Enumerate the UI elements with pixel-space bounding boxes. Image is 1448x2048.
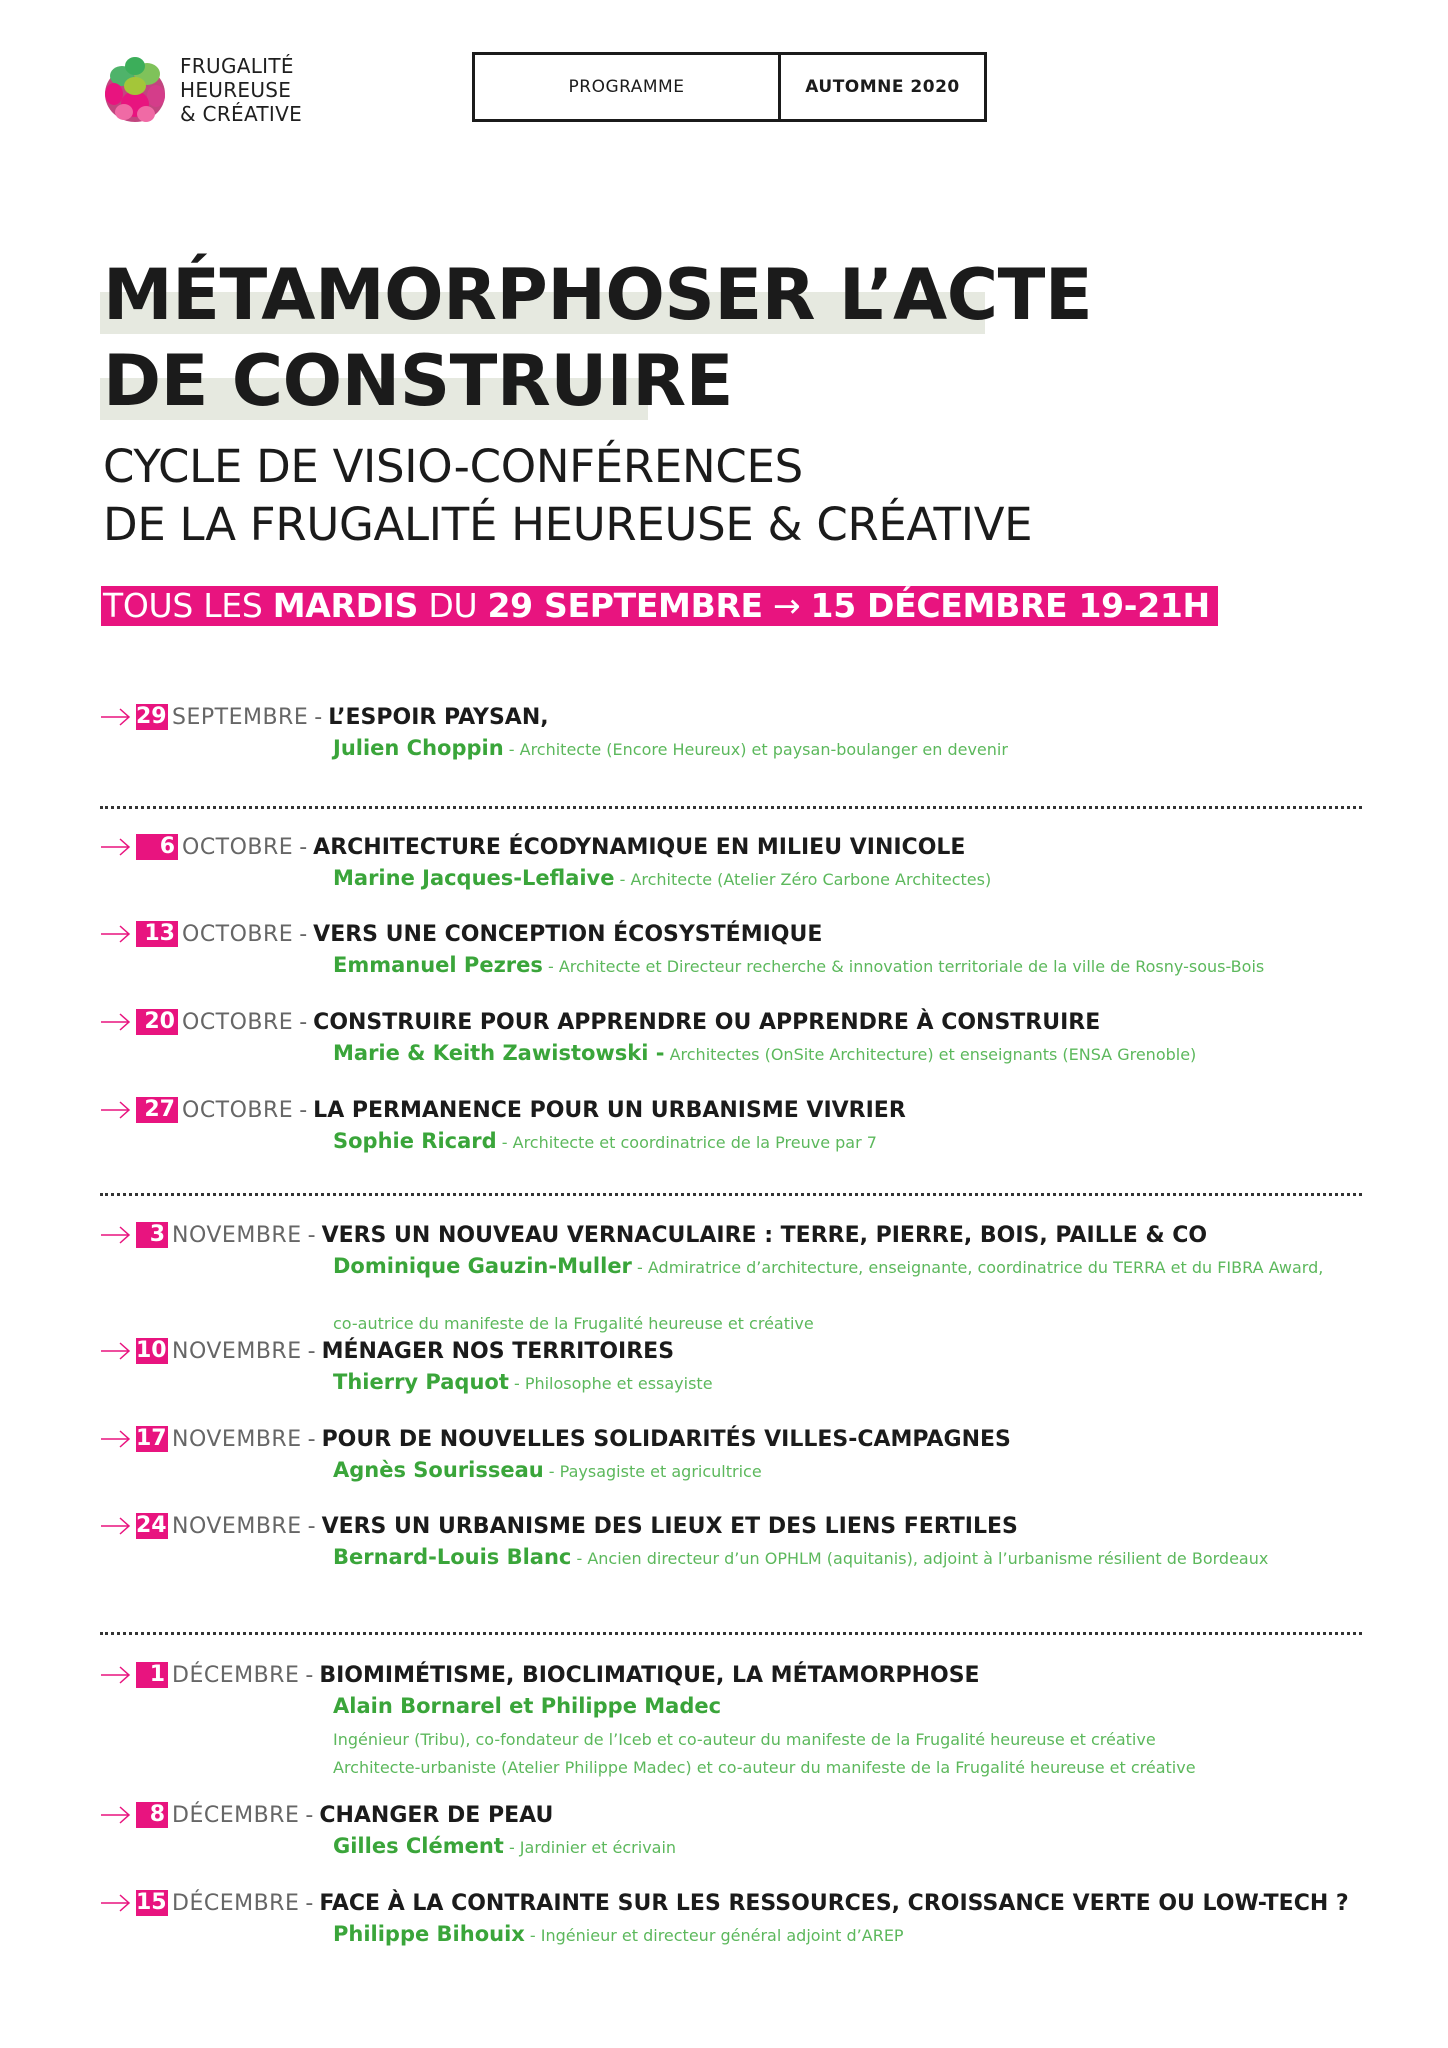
title-line-1-text: MÉTAMORPHOSER L’ACTE [103, 254, 1093, 336]
event-speaker-line [333, 1694, 721, 1718]
event-month: DÉCEMBRE [172, 1662, 300, 1688]
event-month: OCTOBRE [182, 921, 294, 947]
event-speaker-line [333, 736, 1008, 760]
event-speaker-line [333, 1834, 676, 1858]
event-day: 29 [136, 704, 167, 729]
event-title: L’ESPOIR PAYSAN, [328, 704, 549, 730]
event-heading [100, 1334, 674, 1368]
event-speaker-line [333, 953, 1264, 977]
speaker-role: - Ancien directeur d’un OPHLM (aquitanis), adjoint à l’urbanisme résilient de Bordeaux [571, 1549, 1269, 1568]
event-speaker-line [333, 1254, 1323, 1278]
event-title: VERS UNE CONCEPTION ÉCOSYSTÉMIQUE [313, 921, 823, 947]
event-separator: - [314, 704, 323, 730]
logo-line-3: & CRÉATIVE [180, 102, 303, 126]
event-speaker-line [333, 866, 991, 890]
event-heading [100, 1218, 1207, 1252]
event-month: OCTOBRE [182, 1097, 294, 1123]
dates-banner [101, 586, 1218, 626]
banner-part-4: 29 SEPTEMBRE [487, 586, 763, 625]
speaker-role: - Architecte et coordinatrice de la Preuve par 7 [496, 1133, 877, 1152]
event-day: 8 [136, 1802, 168, 1828]
header-programme: PROGRAMME [475, 55, 781, 119]
arrow-right-icon [100, 1429, 132, 1449]
arrow-right-icon [100, 1805, 132, 1825]
speaker-role-detail: co-autrice du manifeste de la Frugalité heureuse et créative [333, 1314, 814, 1333]
title-line-2 [103, 338, 1092, 424]
event-day: 3 [136, 1222, 168, 1248]
event-heading [100, 1886, 1349, 1920]
dotted-separator-2 [100, 1193, 1362, 1196]
event-separator: - [307, 1426, 316, 1452]
event-day: 10 [136, 1338, 167, 1363]
event-title: MÉNAGER NOS TERRITOIRES [321, 1338, 675, 1364]
arrow-right-icon [100, 1893, 132, 1913]
logo [100, 54, 320, 134]
logo-line-2: HEUREUSE [180, 78, 292, 102]
subtitle-line-2: DE LA FRUGALITÉ HEUREUSE & CRÉATIVE [103, 498, 1033, 551]
arrow-right-icon [100, 1100, 132, 1120]
speaker-name: Gilles Clément [333, 1834, 504, 1858]
event-separator: - [299, 834, 308, 860]
event-speaker-line [333, 1458, 762, 1482]
speaker-role: - Jardinier et écrivain [503, 1838, 677, 1857]
arrow-right-icon [100, 1516, 132, 1536]
event-title: FACE À LA CONTRAINTE SUR LES RESSOURCES, CROISSANCE VERTE OU LOW-TECH ? [319, 1890, 1349, 1916]
event-heading [100, 1798, 553, 1832]
speaker-role: - Architecte (Atelier Zéro Carbone Architectes) [614, 870, 992, 889]
header-box [472, 52, 987, 122]
speaker-name: Marine Jacques-Leflaive [333, 866, 615, 890]
speaker-name: Agnès Sourisseau [333, 1458, 544, 1482]
event-title: ARCHITECTURE ÉCODYNAMIQUE EN MILIEU VINICOLE [313, 834, 966, 860]
event-month: OCTOBRE [182, 834, 294, 860]
arrow-right-icon [100, 924, 132, 944]
arrow-right-icon [100, 837, 132, 857]
speaker-name: Thierry Paquot [333, 1370, 509, 1394]
arrow-right-icon [100, 1225, 132, 1245]
event-month: NOVEMBRE [172, 1426, 302, 1452]
event-separator: - [299, 921, 308, 947]
event-day: 15 [136, 1890, 167, 1915]
subtitle-line-1: CYCLE DE VISIO-CONFÉRENCES [103, 440, 803, 493]
title-line-2-text: DE CONSTRUIRE [103, 340, 733, 422]
event-heading [100, 700, 549, 734]
event-title: VERS UN URBANISME DES LIEUX ET DES LIENS FERTILES [321, 1513, 1018, 1539]
event-day: 20 [136, 1009, 178, 1035]
banner-part-2: MARDIS [272, 586, 419, 625]
event-separator: - [305, 1802, 314, 1828]
event-day: 1 [136, 1662, 168, 1688]
arrow-right-icon [100, 707, 132, 727]
event-day: 17 [136, 1426, 167, 1451]
logo-line-1: FRUGALITÉ [180, 54, 294, 78]
event-speaker-line [333, 1129, 877, 1153]
arrow-right-icon [100, 1341, 132, 1361]
event-heading [100, 1658, 980, 1692]
speaker-role: - Architecte (Encore Heureux) et paysan-boulanger en devenir [503, 740, 1008, 759]
event-month: NOVEMBRE [172, 1513, 302, 1539]
event-speaker-line [333, 1922, 904, 1946]
arrow-right-icon [100, 1665, 132, 1685]
event-heading [100, 830, 965, 864]
event-speaker-line [333, 1545, 1268, 1569]
speaker-role: Architectes (OnSite Architecture) et enseignants (ENSA Grenoble) [664, 1045, 1197, 1064]
speaker-role-detail: Architecte-urbaniste (Atelier Philippe Madec) et co-auteur du manifeste de la Frugalité heureuse et créative [333, 1758, 1196, 1777]
speaker-role-detail: Ingénieur (Tribu), co-fondateur de l’Iceb et co-auteur du manifeste de la Frugalité heureuse et créative [333, 1730, 1156, 1749]
event-separator: - [307, 1338, 316, 1364]
event-month: NOVEMBRE [172, 1338, 302, 1364]
dotted-separator-3 [100, 1632, 1362, 1635]
event-separator: - [305, 1662, 314, 1688]
title-line-1 [103, 252, 1092, 338]
dotted-separator-1 [100, 806, 1362, 809]
event-month: OCTOBRE [182, 1009, 294, 1035]
event-month: DÉCEMBRE [172, 1890, 300, 1916]
subtitle [103, 438, 1032, 554]
speaker-name: Marie & Keith Zawistowski - [333, 1041, 665, 1065]
event-title: POUR DE NOUVELLES SOLIDARITÉS VILLES-CAMPAGNES [321, 1426, 1011, 1452]
speaker-name: Julien Choppin [333, 736, 504, 760]
event-month: NOVEMBRE [172, 1222, 302, 1248]
speaker-name: Alain Bornarel et Philippe Madec [333, 1694, 722, 1718]
event-day: 24 [136, 1513, 167, 1538]
banner-part-3: DU [418, 586, 488, 625]
event-title: LA PERMANENCE POUR UN URBANISME VIVRIER [313, 1097, 906, 1123]
speaker-name: Emmanuel Pezres [333, 953, 543, 977]
event-heading [100, 1509, 1018, 1543]
arrow-right-icon [100, 1012, 132, 1032]
event-day: 13 [136, 921, 178, 947]
event-heading [100, 917, 822, 951]
speaker-role: - Admiratrice d’architecture, enseignante, coordinatrice du TERRA et du FIBRA Award, [631, 1258, 1324, 1277]
event-speaker-line [333, 1370, 713, 1394]
event-separator: - [299, 1009, 308, 1035]
event-title: CHANGER DE PEAU [319, 1802, 554, 1828]
event-separator: - [307, 1222, 316, 1248]
event-heading [100, 1005, 1100, 1039]
speaker-role: - Philosophe et essayiste [508, 1374, 713, 1393]
speaker-role: - Ingénieur et directeur général adjoint d’AREP [524, 1926, 904, 1945]
event-heading [100, 1422, 1011, 1456]
event-month: SEPTEMBRE [172, 704, 309, 730]
speaker-name: Dominique Gauzin-Muller [333, 1254, 632, 1278]
speaker-role: - Architecte et Directeur recherche & innovation territoriale de la ville de Rosny-sous-Bois [542, 957, 1265, 976]
speaker-role: - Paysagiste et agricultrice [543, 1462, 762, 1481]
event-separator: - [305, 1890, 314, 1916]
event-title: CONSTRUIRE POUR APPRENDRE OU APPRENDRE À CONSTRUIRE [313, 1009, 1101, 1035]
event-title: BIOMIMÉTISME, BIOCLIMATIQUE, LA MÉTAMORPHOSE [319, 1662, 980, 1688]
banner-part-1: TOUS LES [103, 586, 273, 625]
event-title: VERS UN NOUVEAU VERNACULAIRE : TERRE, PIERRE, BOIS, PAILLE & CO [321, 1222, 1208, 1248]
banner-part-5: → [762, 586, 811, 625]
speaker-name: Bernard-Louis Blanc [333, 1545, 572, 1569]
event-speaker-line [333, 1041, 1196, 1065]
logo-wordmark [180, 54, 302, 126]
event-separator: - [307, 1513, 316, 1539]
event-month: DÉCEMBRE [172, 1802, 300, 1828]
header-season: AUTOMNE 2020 [805, 77, 960, 97]
banner-part-6: 15 DÉCEMBRE 19-21H [810, 586, 1210, 625]
event-day: 6 [136, 834, 178, 860]
speaker-name: Philippe Bihouix [333, 1922, 525, 1946]
event-heading [100, 1093, 906, 1127]
event-day: 27 [136, 1097, 178, 1123]
artichoke-logo-icon [100, 54, 170, 126]
speaker-name: Sophie Ricard [333, 1129, 497, 1153]
page-title [103, 252, 1092, 424]
event-separator: - [299, 1097, 308, 1123]
